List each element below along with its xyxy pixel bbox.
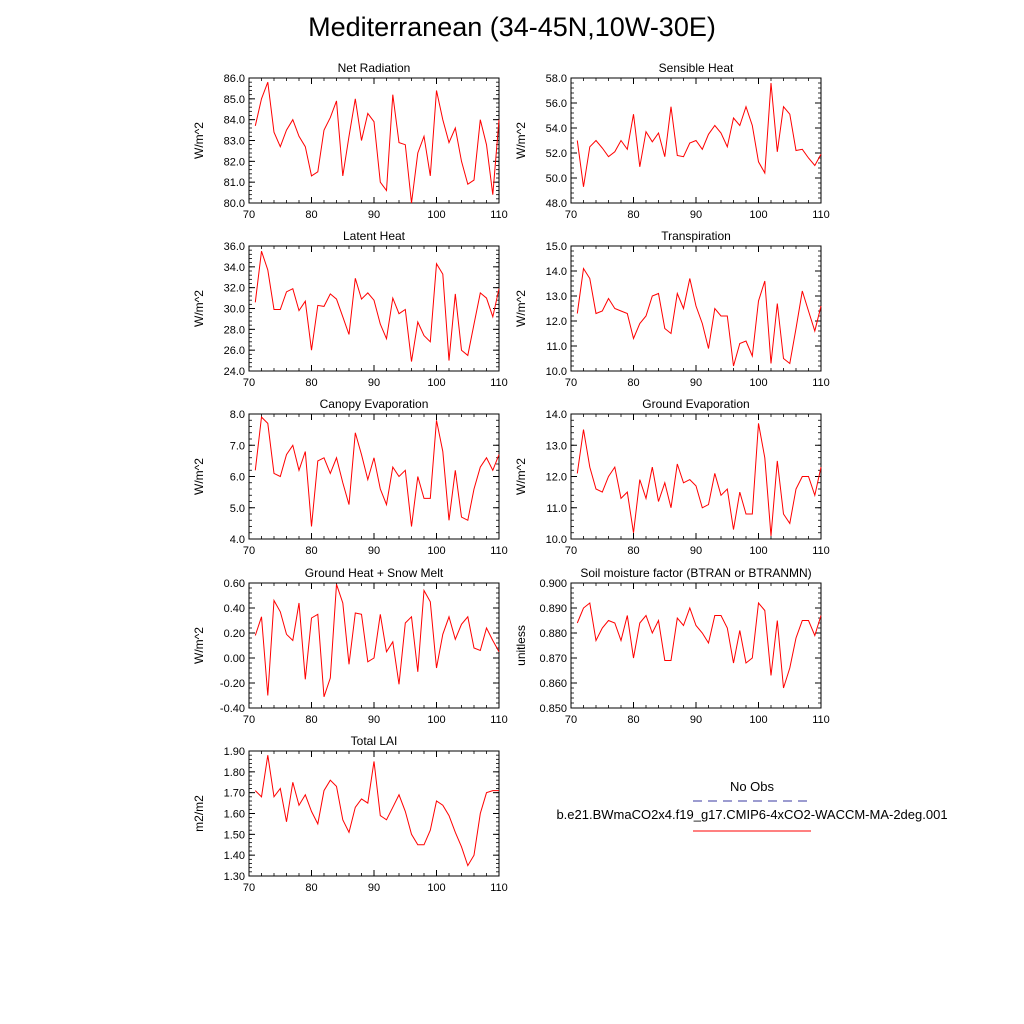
x-tick-label: 80 [305, 714, 318, 726]
x-tick-label: 100 [749, 377, 768, 389]
y-tick-label: 14.0 [545, 266, 567, 278]
y-tick-label: 82.0 [223, 156, 245, 169]
y-tick-label: 4.0 [229, 534, 245, 546]
x-tick-label: 110 [812, 209, 830, 221]
y-axis-label: W/m^2 [514, 122, 528, 159]
x-tick-label: 70 [564, 377, 578, 389]
plot-frame [249, 414, 499, 539]
legend-model-label: b.e21.BWmaCO2x4.f19_g17.CMIP6-4xCO2-WACCM-MA-2deg.001 [556, 807, 948, 822]
x-tick-label: 90 [367, 209, 381, 221]
x-tick-label: 70 [564, 714, 578, 726]
y-tick-label: 1.30 [223, 871, 245, 883]
x-tick-label: 70 [242, 545, 256, 557]
x-tick-label: 100 [427, 209, 446, 221]
y-tick-label: 0.860 [539, 678, 567, 690]
x-tick-label: 70 [242, 714, 256, 726]
plot-frame [571, 583, 821, 708]
x-tick-label: 70 [242, 377, 256, 389]
x-tick-label: 70 [564, 545, 578, 557]
x-tick-label: 70 [242, 882, 256, 894]
x-tick-label: 90 [367, 545, 381, 557]
legend-obs-label: No Obs [729, 779, 775, 794]
y-tick-label: 0.60 [223, 578, 245, 590]
x-tick-label: 110 [490, 545, 508, 557]
y-tick-label: 1.90 [223, 746, 245, 758]
y-tick-label: 11.0 [546, 502, 567, 515]
y-axis-label: W/m^2 [192, 627, 206, 664]
panel-title: Transpiration [661, 229, 731, 243]
y-tick-label: 0.890 [539, 603, 567, 615]
y-tick-label: 5.0 [229, 502, 245, 515]
x-tick-label: 100 [749, 714, 768, 726]
panel-8 [192, 734, 508, 894]
y-tick-label: 7.0 [229, 440, 245, 453]
legend [556, 779, 947, 831]
x-tick-label: 110 [812, 714, 830, 726]
y-tick-label: 28.0 [223, 324, 245, 337]
x-tick-label: 70 [242, 209, 256, 221]
x-tick-label: 90 [689, 377, 703, 389]
series-line [255, 755, 499, 865]
y-tick-label: 58.0 [545, 73, 567, 85]
panel-7 [514, 566, 830, 726]
x-tick-label: 70 [564, 209, 578, 221]
y-tick-label: 11.0 [546, 341, 567, 353]
x-tick-label: 110 [490, 377, 508, 389]
y-tick-label: 30.0 [223, 303, 245, 316]
y-tick-label: 85.0 [223, 93, 245, 106]
y-tick-label: 10.0 [545, 366, 567, 378]
y-tick-label: 8.0 [229, 409, 245, 421]
y-tick-label: 54.0 [545, 123, 567, 135]
panel-title: Canopy Evaporation [319, 397, 429, 411]
x-tick-label: 110 [490, 882, 508, 894]
y-tick-label: 0.870 [539, 653, 567, 665]
panel-title: Soil moisture factor (BTRAN or BTRANMN) [580, 566, 812, 580]
y-tick-label: 52.0 [545, 148, 567, 160]
panel-title: Sensible Heat [658, 61, 734, 75]
x-tick-label: 90 [367, 882, 381, 894]
series-line [577, 269, 821, 367]
panel-title: Net Radiation [337, 61, 411, 75]
y-tick-label: 83.0 [223, 135, 245, 148]
y-axis-label: unitless [514, 625, 528, 666]
y-tick-label: 48.0 [545, 198, 567, 210]
x-tick-label: 100 [427, 377, 446, 389]
x-tick-label: 110 [812, 377, 830, 389]
plot-frame [249, 751, 499, 876]
x-tick-label: 110 [812, 545, 830, 557]
x-tick-label: 80 [627, 377, 640, 389]
y-tick-label: 56.0 [545, 98, 567, 110]
panel-0 [192, 61, 508, 221]
x-tick-label: 100 [427, 882, 446, 894]
x-tick-label: 80 [627, 714, 640, 726]
x-tick-label: 80 [305, 882, 318, 894]
panel-title: Ground Heat + Snow Melt [304, 566, 444, 580]
panel-title: Latent Heat [342, 229, 406, 243]
plot-frame [249, 246, 499, 371]
series-line [255, 417, 499, 526]
y-tick-label: 1.40 [223, 850, 245, 863]
series-line [255, 584, 499, 697]
plot-frame [571, 246, 821, 371]
y-tick-label: 1.60 [223, 808, 245, 821]
x-tick-label: 80 [305, 209, 318, 221]
x-tick-label: 90 [689, 209, 703, 221]
y-tick-label: 14.0 [545, 409, 567, 421]
panel-1 [514, 61, 830, 221]
y-tick-label: 34.0 [223, 261, 245, 274]
y-tick-label: 1.80 [223, 766, 245, 779]
x-tick-label: 80 [627, 209, 640, 221]
x-tick-label: 100 [749, 545, 768, 557]
y-tick-label: -0.40 [219, 703, 245, 715]
y-tick-label: 50.0 [545, 173, 567, 185]
y-tick-label: 26.0 [223, 345, 245, 358]
y-tick-label: 6.0 [229, 471, 245, 484]
y-tick-label: 1.50 [223, 829, 245, 842]
y-tick-label: 10.0 [545, 534, 567, 546]
x-tick-label: 90 [367, 714, 381, 726]
series-line [255, 82, 499, 203]
y-axis-label: W/m^2 [514, 290, 528, 327]
y-axis-label: m2/m2 [192, 795, 206, 832]
panel-2 [192, 229, 508, 389]
y-tick-label: 86.0 [223, 73, 245, 85]
panel-title: Ground Evaporation [642, 397, 750, 411]
panel-6 [192, 566, 508, 726]
panel-3 [514, 229, 830, 389]
y-tick-label: -0.20 [219, 678, 245, 690]
y-tick-label: 12.0 [545, 316, 567, 328]
plot-frame [249, 78, 499, 203]
series-line [255, 251, 499, 361]
plot-frame [249, 583, 499, 708]
y-tick-label: 0.20 [223, 628, 245, 640]
y-tick-label: 80.0 [223, 198, 245, 210]
y-axis-label: W/m^2 [192, 458, 206, 495]
y-tick-label: 84.0 [223, 114, 245, 127]
y-tick-label: 32.0 [223, 282, 245, 295]
x-tick-label: 80 [305, 545, 318, 557]
panel-5 [514, 397, 830, 557]
x-tick-label: 90 [689, 714, 703, 726]
x-tick-label: 100 [749, 209, 768, 221]
x-tick-label: 90 [689, 545, 703, 557]
x-tick-label: 100 [427, 545, 446, 557]
x-tick-label: 110 [490, 714, 508, 726]
y-axis-label: W/m^2 [192, 290, 206, 327]
y-tick-label: 12.0 [545, 471, 567, 484]
series-line [577, 603, 821, 688]
y-tick-label: 1.70 [223, 787, 245, 800]
series-line [577, 423, 821, 536]
y-tick-label: 13.0 [545, 291, 567, 303]
x-tick-label: 80 [627, 545, 640, 557]
figure-title: Mediterranean (34-45N,10W-30E) [308, 12, 716, 42]
y-tick-label: 0.880 [539, 628, 567, 640]
y-tick-label: 0.40 [223, 603, 245, 615]
y-axis-label: W/m^2 [192, 122, 206, 159]
x-tick-label: 90 [367, 377, 381, 389]
x-tick-label: 100 [427, 714, 446, 726]
y-tick-label: 0.900 [539, 578, 567, 590]
y-tick-label: 15.0 [545, 241, 567, 253]
x-tick-label: 80 [305, 377, 318, 389]
y-axis-label: W/m^2 [514, 458, 528, 495]
series-line [577, 83, 821, 187]
y-tick-label: 24.0 [223, 366, 245, 378]
panel-title: Total LAI [350, 734, 398, 748]
x-tick-label: 110 [490, 209, 508, 221]
y-tick-label: 81.0 [223, 177, 245, 190]
y-tick-label: 36.0 [223, 241, 245, 253]
y-tick-label: 0.850 [539, 703, 567, 715]
y-tick-label: 13.0 [545, 440, 567, 453]
panel-4 [192, 397, 508, 557]
y-tick-label: 0.00 [223, 653, 245, 665]
